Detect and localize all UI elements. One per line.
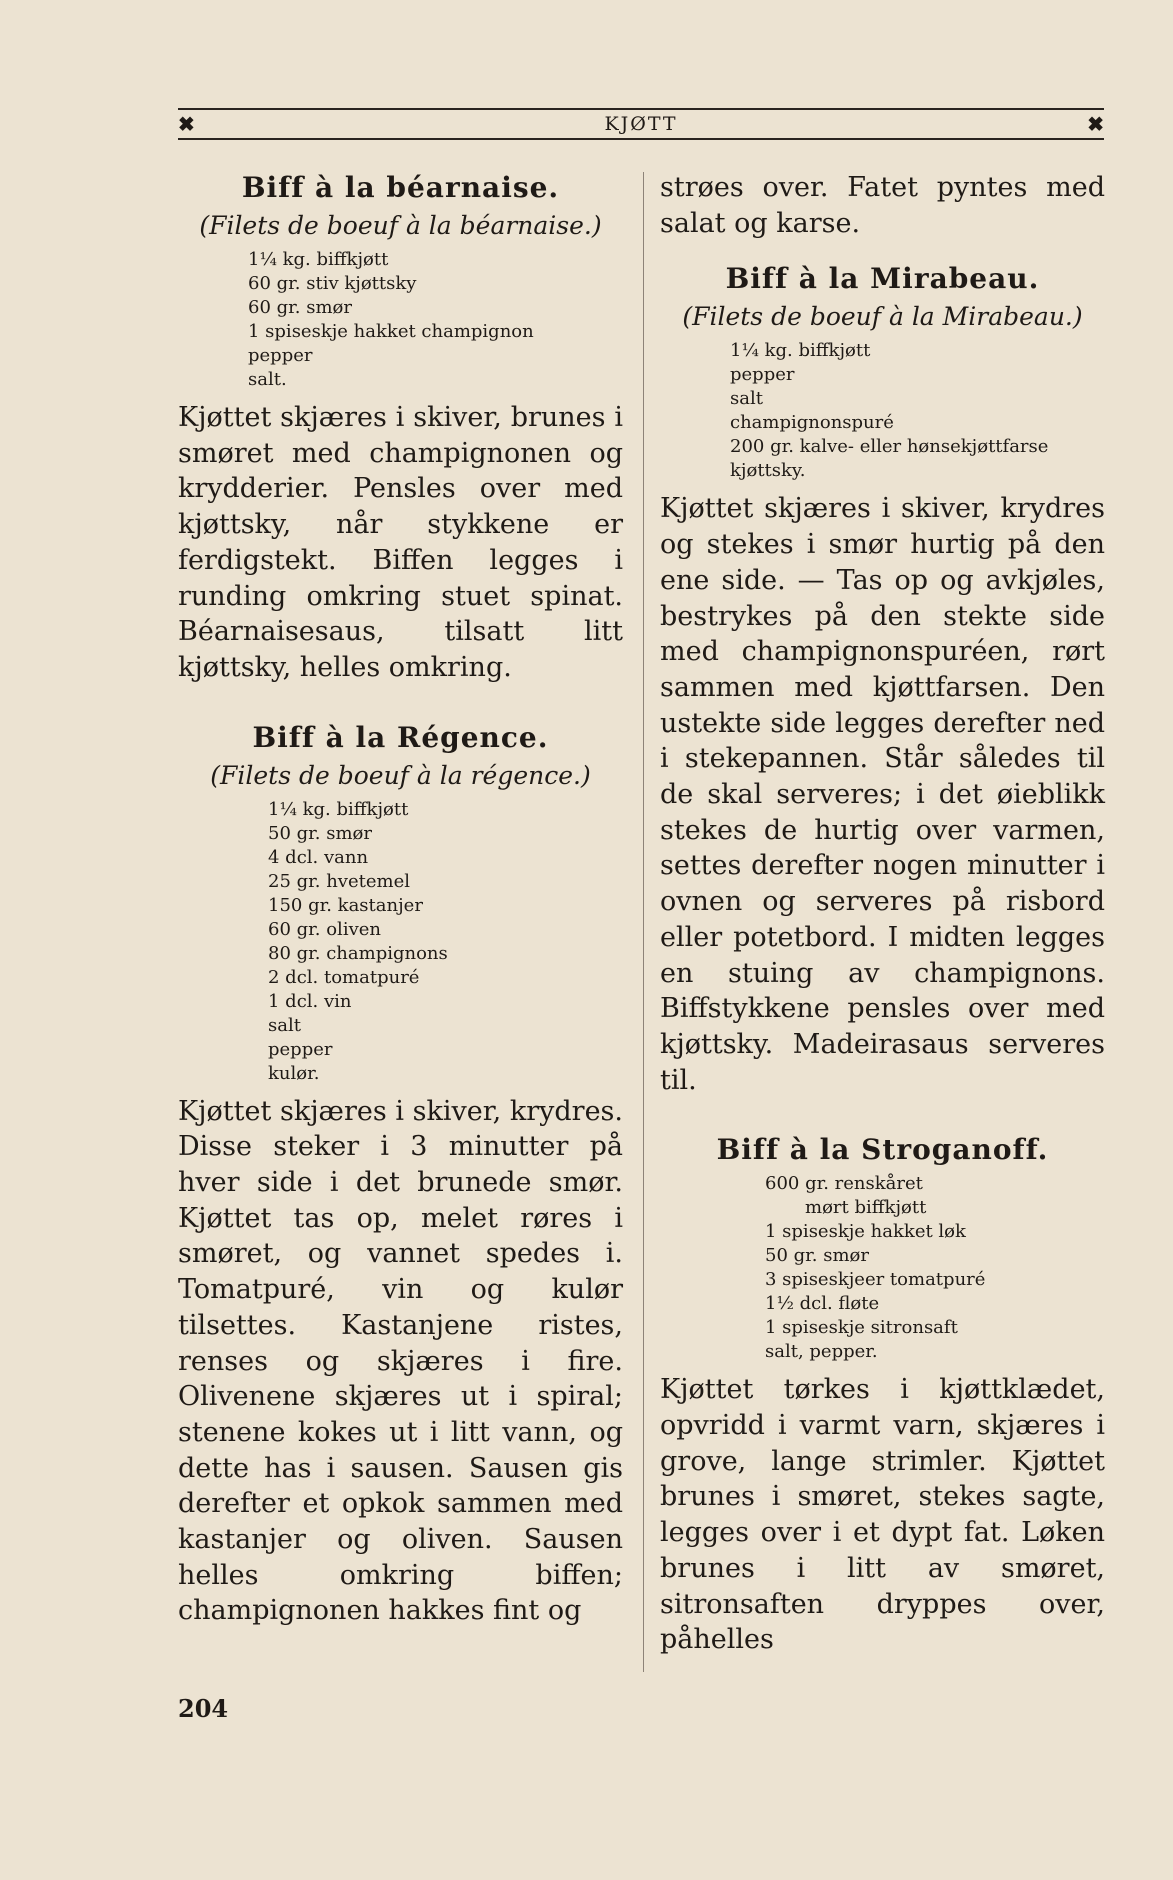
ingredient: 1 spiseskje hakket champignon [248,321,534,342]
recipe-subtitle: (Filets de boeuf à la béarnaise.) [199,211,602,240]
chapter-title: KJØTT [604,113,678,135]
recipe-stroganoff [660,1132,1105,1658]
recipe-title: Biff à la béarnaise. [241,171,560,204]
ingredient: 600 gr. renskåret [765,1173,923,1195]
spacer [660,1098,1105,1132]
ingredient: 200 gr. kalve- eller hønsekjøttfarse [730,436,1049,458]
spacer [178,686,623,720]
ingredient: 60 gr. oliven [268,918,381,940]
ingredient: pepper [268,1038,333,1060]
ingredient: pepper [248,345,313,366]
recipe-text: Kjøttet skjæres i skiver, krydres. Disse steker i 3 minutter på hver side i det brunede smør. Kjøttet tas op, melet røres i smøret, og vannet spedes i. Tomatpuré, vin og kulør tilsettes. Kastanjene ristes, renses og skjæres i fire. Olivenene skjæres ut i spiral; stenene kokes ut i litt vann, og dette has i sausen. Sausen gis derefter et opkok sammen med kastanjer og oliven. Sausen helles omkring biffen; champignonen hakkes fint og [178,1095,623,1627]
recipe-title: Biff à la Régence. [252,720,549,754]
left-column [178,170,623,1629]
recipe-regence [178,720,623,1630]
ingredient: 50 gr. smør [268,822,372,844]
ingredient: 1 dcl. vin [268,990,352,1012]
column-divider [643,172,644,1672]
running-header [178,108,1104,140]
ingredient: 60 gr. stiv kjøttsky [248,273,417,294]
ingredient: 50 gr. smør [765,1245,869,1267]
ingredient: pepper [730,364,795,386]
ingredient: 1¼ kg. biffkjøtt [268,798,409,820]
ingredient: salt, pepper. [765,1341,878,1363]
ingredient: 25 gr. hvetemel [268,870,410,892]
ingredient: 4 dcl. vann [268,846,369,868]
recipe-text: Kjøttet skjæres i skiver, brunes i smøret med champignonen og krydderier. Pensles over med kjøttsky, når stykkene er ferdigstekt. Biffen legges i runding omkring stuet spinat. Béarnaisesaus, tilsatt litt kjøttsky, helles omkring. [178,402,623,683]
ingredient: 1¼ kg. biffkjøtt [730,340,871,362]
ingredient: kjøttsky. [730,460,806,482]
right-column [660,170,1105,1658]
ingredient: 1½ dcl. fløte [765,1293,880,1315]
ingredient: salt [268,1014,301,1036]
spacer [660,241,1105,261]
left-ornament: ✖ [178,112,195,136]
ingredient-list [765,1172,1105,1364]
recipe-subtitle: (Filets de boeuf à la Mirabeau.) [682,302,1083,332]
page-number: 204 [178,1694,229,1723]
ingredient: 1 spiseskje sitronsaft [765,1317,958,1339]
ingredient: champignonspuré [730,412,894,434]
ingredient: 2 dcl. tomatpuré [268,966,420,988]
recipe-bearnaise [178,170,623,686]
ingredient: salt [730,388,763,410]
recipe-mirabeau [660,261,1105,1098]
recipe-subtitle: (Filets de boeuf à la régence.) [210,760,591,790]
ingredient: 1 spiseskje hakket løk [765,1221,966,1243]
ingredient-list [248,248,623,392]
ingredient: 150 gr. kastanjer [268,894,423,916]
ingredient: kulør. [268,1062,320,1084]
recipe-text: Kjøttet tørkes i kjøttklædet, opvridd i varmt varn, skjæres i grove, lange strimler. Kjøttet brunes i smøret, stekes sagte, legges over i et dypt fat. Løken brunes i litt av smøret, sitronsaften dryppes over, påhelles [660,1374,1105,1656]
continued-text: strøes over. Fatet pyntes med salat og karse. [660,172,1105,239]
ingredient-list [730,339,1105,483]
ingredient-list [268,798,623,1086]
ingredient: salt. [248,369,287,390]
recipe-title: Biff à la Mirabeau. [725,262,1040,296]
recipe-text: Kjøttet skjæres i skiver, krydres og stekes i smør hurtig på den ene side. — Tas op og avkjøles, bestrykes på den stekte side med champignonspuréen, rørt sammen med kjøttfarsen. Den ustekte side legges derefter ned i stekepannen. Står således til de skal serveres; i det øieblikk stekes de hurtig over varmen, settes derefter nogen minutter i ovnen og serveres på risbord eller potetbord. I midten legges en stuing av champignons. Biffstykkene pensles over med kjøttsky. Madeirasaus serveres til. [660,493,1105,1096]
ingredient: 3 spiseskjeer tomatpuré [765,1269,986,1291]
ingredient: 60 gr. smør [248,297,352,318]
right-ornament: ✖ [1087,112,1104,136]
ingredient: mørt biffkjøtt [805,1197,927,1219]
ingredient: 1¼ kg. biffkjøtt [248,249,389,270]
ingredient: 80 gr. champignons [268,942,448,964]
recipe-title: Biff à la Stroganoff. [716,1133,1049,1167]
